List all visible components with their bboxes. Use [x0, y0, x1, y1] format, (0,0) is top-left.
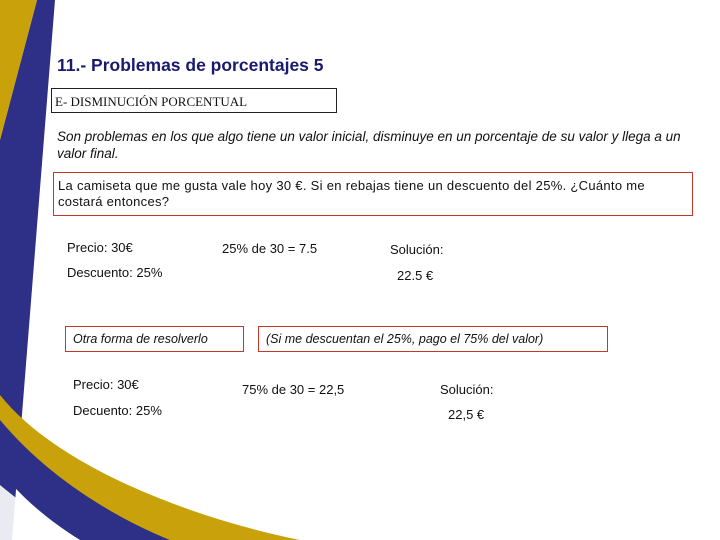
solution-label: Solución: [390, 242, 444, 257]
intro-text: Son problemas en los que algo tiene un valor inicial, disminuye en un porcentaje de su valor y llega a un valor final. [57, 129, 681, 161]
price-label-2: Precio: 30€ [73, 377, 139, 392]
alt-method-label: Otra forma de resolverlo [73, 332, 208, 346]
calculation: 25% de 30 = 7.5 [222, 241, 318, 256]
page-title: 11.- Problemas de porcentajes 5 [57, 55, 324, 75]
calculation-2: 75% de 30 = 22,5 [242, 382, 345, 397]
section-subtitle: E- DISMINUCIÓN PORCENTUAL [55, 94, 248, 109]
solution-label-2: Solución: [440, 382, 494, 397]
discount-label-2: Decuento: 25% [73, 403, 162, 418]
problem-statement: La camiseta que me gusta vale hoy 30 €. Si en rebajas tiene un descuento del 25%. ¿Cuánto me costará entonces? [58, 178, 645, 209]
alt-method-note: (Si me descuentan el 25%, pago el 75% del valor) [266, 332, 544, 346]
solution-value-2: 22,5 € [448, 407, 485, 422]
discount-label: Descuento: 25% [67, 265, 163, 280]
price-label: Precio: 30€ [67, 240, 133, 255]
solution-value: 22.5 € [397, 268, 434, 283]
